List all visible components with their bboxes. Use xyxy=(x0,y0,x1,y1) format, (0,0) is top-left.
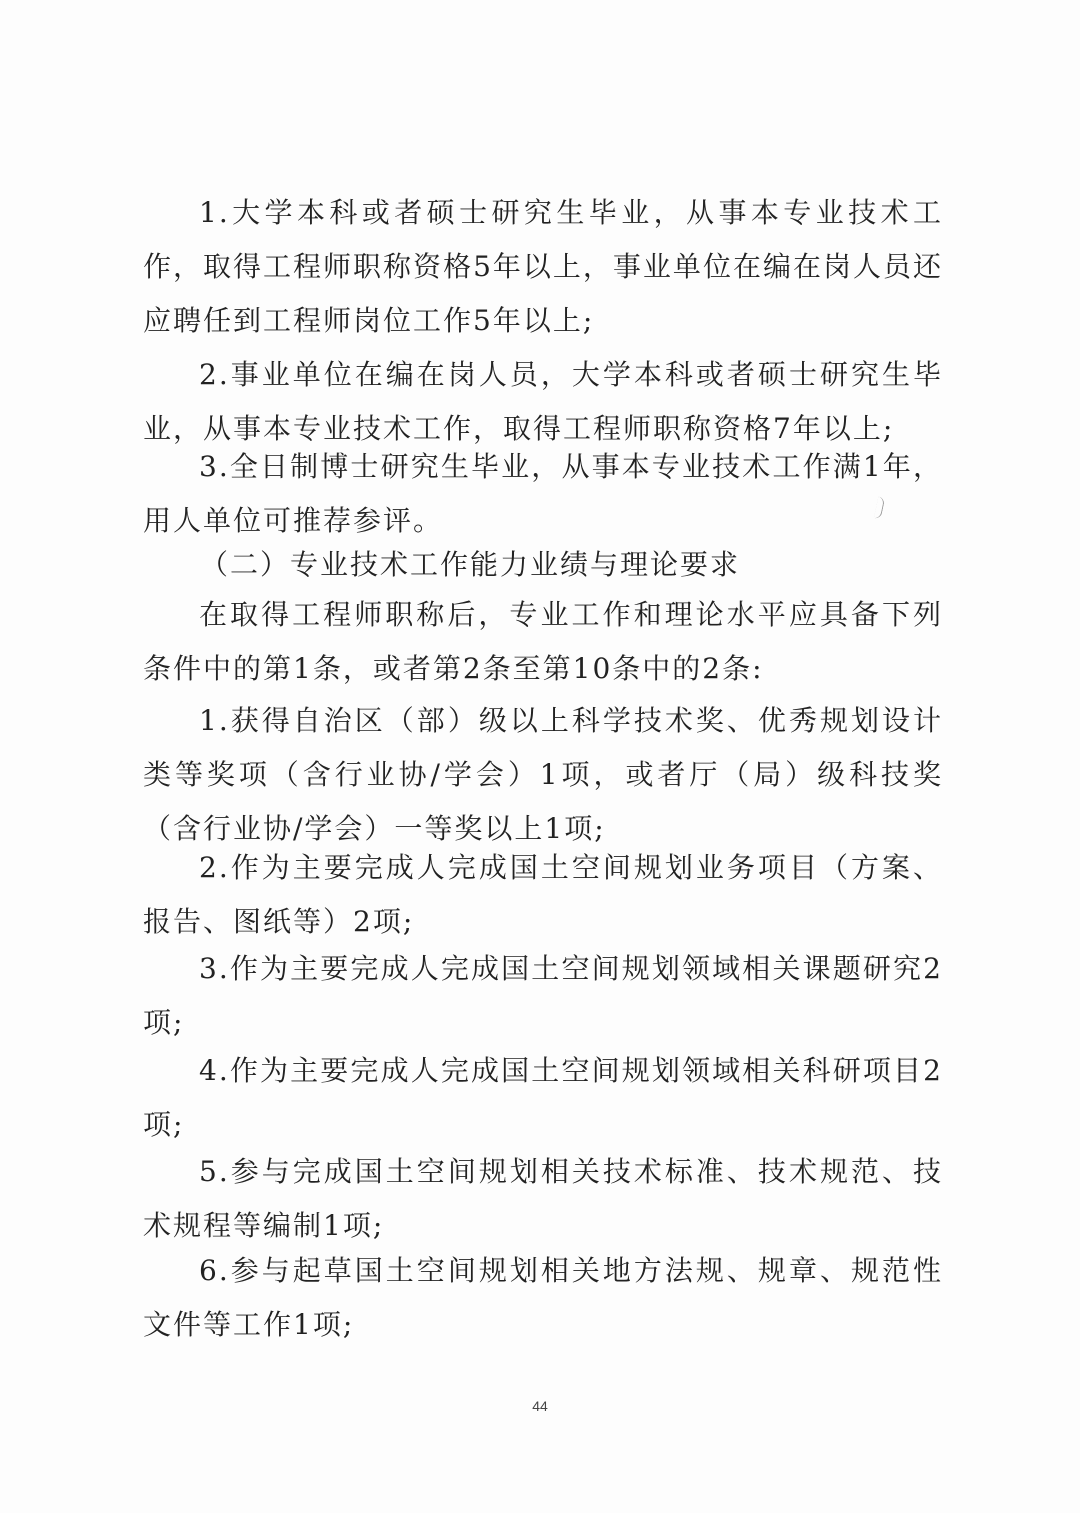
paragraph-qualification-3: 3.全日制博士研究生毕业，从事本专业技术工作满1年，用人单位可推荐参评。 xyxy=(143,450,943,537)
paragraph-requirement-6: 6.参与起草国土空间规划相关地方法规、规章、规范性文件等工作1项; xyxy=(143,1254,943,1341)
paragraph-requirement-4: 4.作为主要完成人完成国土空间规划领域相关科研项目2项; xyxy=(143,1054,943,1141)
paragraph-requirement-5: 5.参与完成国土空间规划相关技术标准、技术规范、技术规程等编制1项; xyxy=(143,1155,943,1242)
section-heading: （二）专业技术工作能力业绩与理论要求 xyxy=(200,548,741,581)
paragraph-requirement-3: 3.作为主要完成人完成国土空间规划领域相关课题研究2项; xyxy=(143,952,943,1039)
paragraph-requirement-1: 1.获得自治区（部）级以上科学技术奖、优秀规划设计类等奖项（含行业协/学会）1项，或者厅（局）级科技奖（含行业协/学会）一等奖以上1项; xyxy=(143,704,943,845)
paragraph-requirement-2: 2.作为主要完成人完成国土空间规划业务项目（方案、报告、图纸等）2项; xyxy=(143,851,943,938)
paragraph-qualification-2: 2.事业单位在编在岗人员，大学本科或者硕士研究生毕业，从事本专业技术工作，取得工程师职称资格7年以上; xyxy=(143,358,943,445)
page-number: 44 xyxy=(532,1398,548,1414)
paragraph-requirements-intro: 在取得工程师职称后，专业工作和理论水平应具备下列条件中的第1条，或者第2条至第10条中的2条: xyxy=(143,598,943,685)
paragraph-qualification-1: 1.大学本科或者硕士研究生毕业，从事本专业技术工作，取得工程师职称资格5年以上，事业单位在编在岗人员还应聘任到工程师岗位工作5年以上; xyxy=(143,196,943,337)
